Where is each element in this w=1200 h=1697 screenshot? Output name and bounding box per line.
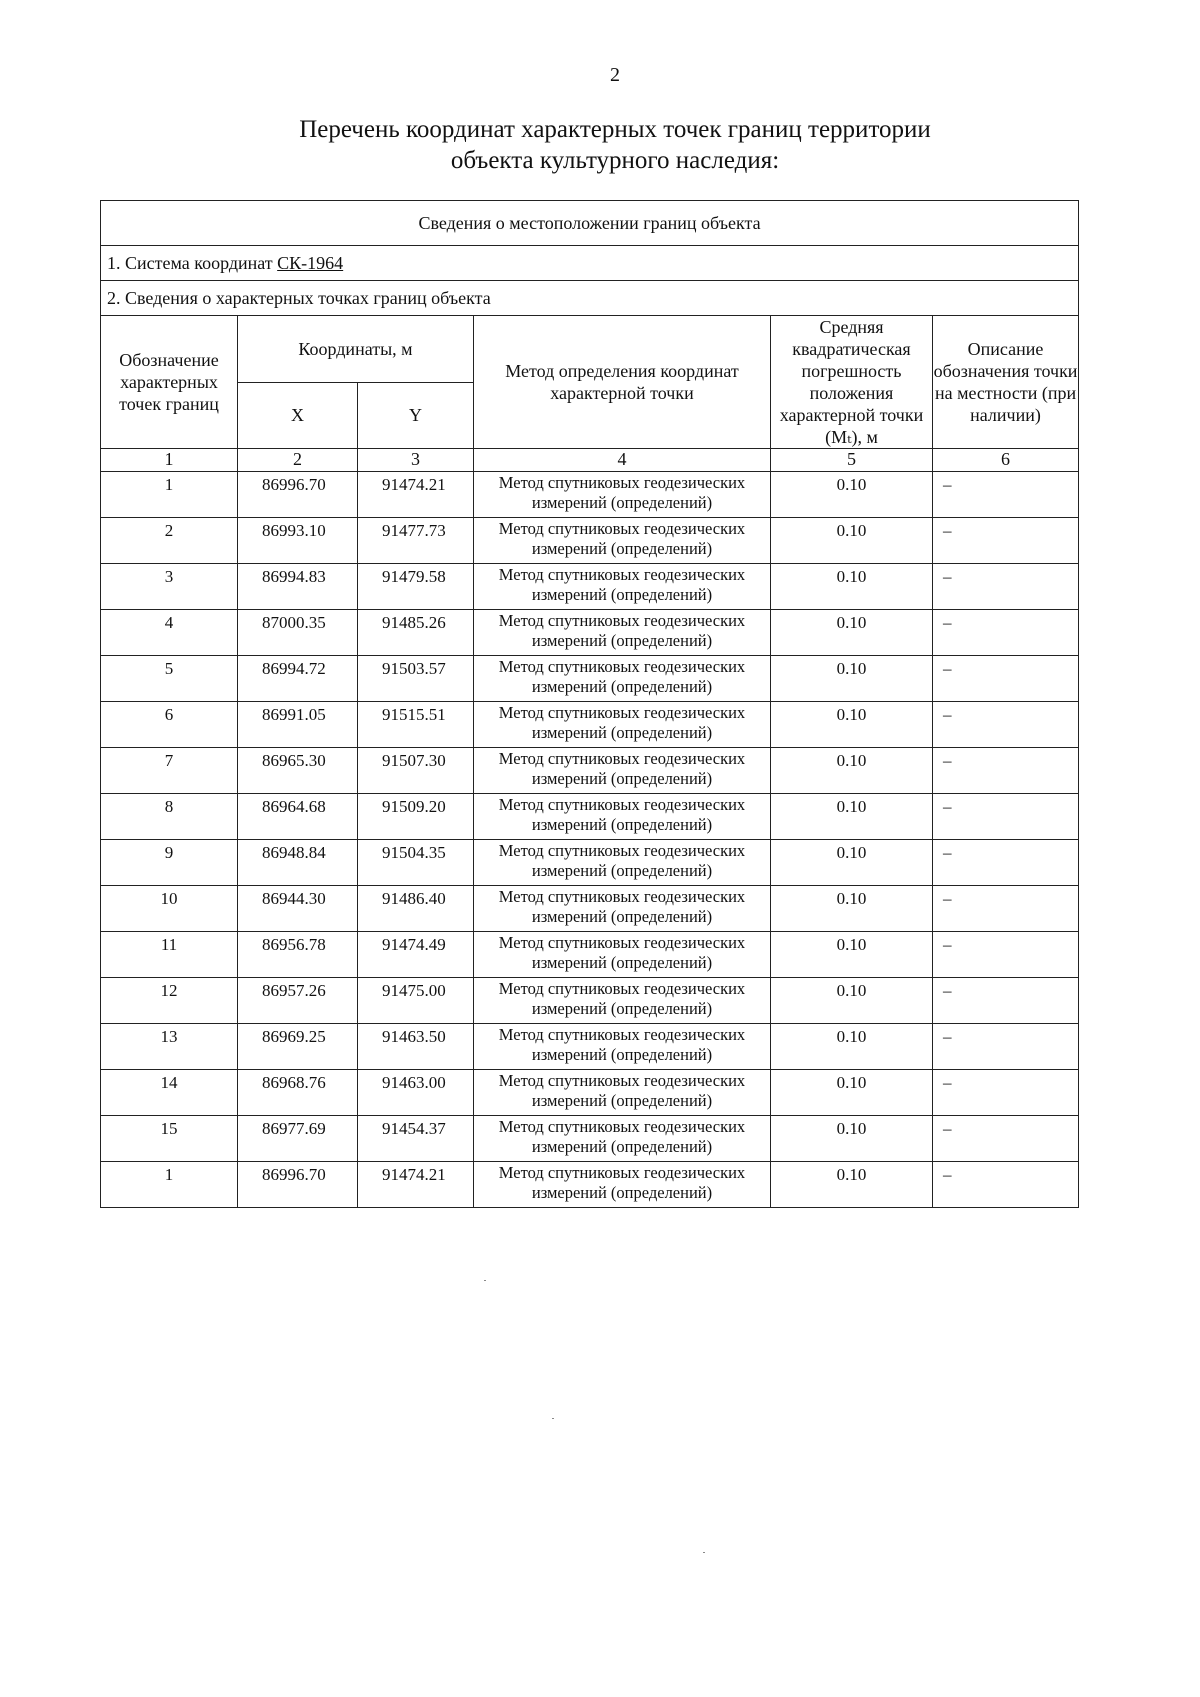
coordinate-system-row <box>101 246 1079 281</box>
x-cell: 86957.26 <box>238 978 358 1024</box>
y-cell: 91474.49 <box>358 932 474 978</box>
description-cell: – <box>933 656 1079 702</box>
column-number: 2 <box>238 449 358 472</box>
y-cell: 91479.58 <box>358 564 474 610</box>
coordinate-system-value: СК-1964 <box>277 253 344 273</box>
x-cell: 86968.76 <box>238 1070 358 1116</box>
description-cell: – <box>933 840 1079 886</box>
document-title-line-2: объекта культурного наследия: <box>450 147 780 174</box>
coordinate-system-label: 1. Система координат <box>107 253 273 273</box>
method-cell: Метод спутниковых геодезических измерений (определений) <box>474 656 771 702</box>
description-cell: – <box>933 794 1079 840</box>
table-row <box>101 656 1079 702</box>
y-cell: 91463.00 <box>358 1070 474 1116</box>
column-number: 4 <box>474 449 771 472</box>
x-cell: 86956.78 <box>238 932 358 978</box>
x-cell: 86964.68 <box>238 794 358 840</box>
method-cell: Метод спутниковых геодезических измерений (определений) <box>474 1162 771 1208</box>
method-cell: Метод спутниковых геодезических измерений (определений) <box>474 610 771 656</box>
table-row <box>101 472 1079 518</box>
method-cell: Метод спутниковых геодезических измерений (определений) <box>474 472 771 518</box>
y-cell: 91503.57 <box>358 656 474 702</box>
x-cell: 86996.70 <box>238 472 358 518</box>
method-cell: Метод спутниковых геодезических измерений (определений) <box>474 1116 771 1162</box>
point-cell: 4 <box>101 610 238 656</box>
table-row <box>101 1024 1079 1070</box>
scan-speck <box>552 1418 554 1419</box>
table-banner: Сведения о местоположении границ объекта <box>101 201 1079 246</box>
table-row <box>101 978 1079 1024</box>
description-cell: – <box>933 1162 1079 1208</box>
error-cell: 0.10 <box>771 978 933 1024</box>
table-row <box>101 1162 1079 1208</box>
coordinates-table <box>100 200 1079 1208</box>
y-cell: 91485.26 <box>358 610 474 656</box>
description-cell: – <box>933 748 1079 794</box>
point-cell: 14 <box>101 1070 238 1116</box>
x-cell: 86991.05 <box>238 702 358 748</box>
table-row <box>101 794 1079 840</box>
error-cell: 0.10 <box>771 840 933 886</box>
point-cell: 10 <box>101 886 238 932</box>
y-cell: 91475.00 <box>358 978 474 1024</box>
scan-speck <box>484 1280 486 1281</box>
point-cell: 9 <box>101 840 238 886</box>
point-cell: 6 <box>101 702 238 748</box>
x-cell: 87000.35 <box>238 610 358 656</box>
description-cell: – <box>933 1070 1079 1116</box>
method-cell: Метод спутниковых геодезических измерений (определений) <box>474 564 771 610</box>
header-y: Y <box>358 382 474 449</box>
point-cell: 13 <box>101 1024 238 1070</box>
description-cell: – <box>933 1024 1079 1070</box>
description-cell: – <box>933 564 1079 610</box>
table-row <box>101 610 1079 656</box>
method-cell: Метод спутниковых геодезических измерений (определений) <box>474 840 771 886</box>
method-cell: Метод спутниковых геодезических измерений (определений) <box>474 886 771 932</box>
error-cell: 0.10 <box>771 610 933 656</box>
points-section-heading: 2. Сведения о характерных точках границ объекта <box>101 281 1079 316</box>
x-cell: 86944.30 <box>238 886 358 932</box>
document-title <box>0 114 1200 176</box>
description-cell: – <box>933 518 1079 564</box>
point-cell: 11 <box>101 932 238 978</box>
y-cell: 91474.21 <box>358 472 474 518</box>
point-cell: 12 <box>101 978 238 1024</box>
error-cell: 0.10 <box>771 1024 933 1070</box>
description-cell: – <box>933 932 1079 978</box>
point-cell: 7 <box>101 748 238 794</box>
point-cell: 1 <box>101 472 238 518</box>
x-cell: 86977.69 <box>238 1116 358 1162</box>
column-number-row <box>101 449 1079 472</box>
error-cell: 0.10 <box>771 794 933 840</box>
y-cell: 91509.20 <box>358 794 474 840</box>
description-cell: – <box>933 610 1079 656</box>
method-cell: Метод спутниковых геодезических измерений (определений) <box>474 702 771 748</box>
table-row <box>101 840 1079 886</box>
point-cell: 1 <box>101 1162 238 1208</box>
method-cell: Метод спутниковых геодезических измерений (определений) <box>474 1070 771 1116</box>
x-cell: 86948.84 <box>238 840 358 886</box>
x-cell: 86994.83 <box>238 564 358 610</box>
x-cell: 86996.70 <box>238 1162 358 1208</box>
y-cell: 91454.37 <box>358 1116 474 1162</box>
error-cell: 0.10 <box>771 886 933 932</box>
column-number: 3 <box>358 449 474 472</box>
error-cell: 0.10 <box>771 932 933 978</box>
y-cell: 91474.21 <box>358 1162 474 1208</box>
error-cell: 0.10 <box>771 1116 933 1162</box>
header-point: Обозначение характерных точек границ <box>101 316 238 449</box>
error-cell: 0.10 <box>771 702 933 748</box>
table-row <box>101 564 1079 610</box>
table-row <box>101 1116 1079 1162</box>
table-row <box>101 748 1079 794</box>
method-cell: Метод спутниковых геодезических измерений (определений) <box>474 748 771 794</box>
description-cell: – <box>933 472 1079 518</box>
point-cell: 5 <box>101 656 238 702</box>
table-row <box>101 702 1079 748</box>
method-cell: Метод спутниковых геодезических измерений (определений) <box>474 978 771 1024</box>
point-cell: 3 <box>101 564 238 610</box>
description-cell: – <box>933 702 1079 748</box>
column-number: 1 <box>101 449 238 472</box>
page-number: 2 <box>610 64 620 86</box>
y-cell: 91463.50 <box>358 1024 474 1070</box>
column-number: 5 <box>771 449 933 472</box>
point-cell: 8 <box>101 794 238 840</box>
error-cell: 0.10 <box>771 1162 933 1208</box>
error-cell: 0.10 <box>771 564 933 610</box>
description-cell: – <box>933 886 1079 932</box>
error-cell: 0.10 <box>771 472 933 518</box>
method-cell: Метод спутниковых геодезических измерений (определений) <box>474 1024 771 1070</box>
header-x: X <box>238 382 358 449</box>
y-cell: 91507.30 <box>358 748 474 794</box>
x-cell: 86993.10 <box>238 518 358 564</box>
method-cell: Метод спутниковых геодезических измерений (определений) <box>474 932 771 978</box>
error-cell: 0.10 <box>771 518 933 564</box>
table-row <box>101 886 1079 932</box>
x-cell: 86965.30 <box>238 748 358 794</box>
x-cell: 86969.25 <box>238 1024 358 1070</box>
document-title-line-1: Перечень координат характерных точек границ территории <box>299 116 931 143</box>
description-cell: – <box>933 978 1079 1024</box>
scan-speck <box>703 1552 705 1553</box>
header-method: Метод определения координат характерной точки <box>474 316 771 449</box>
error-cell: 0.10 <box>771 748 933 794</box>
header-coordinates: Координаты, м <box>238 316 474 383</box>
header-description: Описание обозначения точки на местности (при наличии) <box>933 316 1079 449</box>
header-error: Средняя квадратическая погрешность положения характерной точки (Mₜ), м <box>771 316 933 449</box>
point-cell: 15 <box>101 1116 238 1162</box>
error-cell: 0.10 <box>771 656 933 702</box>
y-cell: 91486.40 <box>358 886 474 932</box>
y-cell: 91515.51 <box>358 702 474 748</box>
error-cell: 0.10 <box>771 1070 933 1116</box>
method-cell: Метод спутниковых геодезических измерений (определений) <box>474 518 771 564</box>
description-cell: – <box>933 1116 1079 1162</box>
point-cell: 2 <box>101 518 238 564</box>
y-cell: 91504.35 <box>358 840 474 886</box>
table-row <box>101 932 1079 978</box>
method-cell: Метод спутниковых геодезических измерений (определений) <box>474 794 771 840</box>
table-row <box>101 1070 1079 1116</box>
y-cell: 91477.73 <box>358 518 474 564</box>
column-number: 6 <box>933 449 1079 472</box>
x-cell: 86994.72 <box>238 656 358 702</box>
table-row <box>101 518 1079 564</box>
